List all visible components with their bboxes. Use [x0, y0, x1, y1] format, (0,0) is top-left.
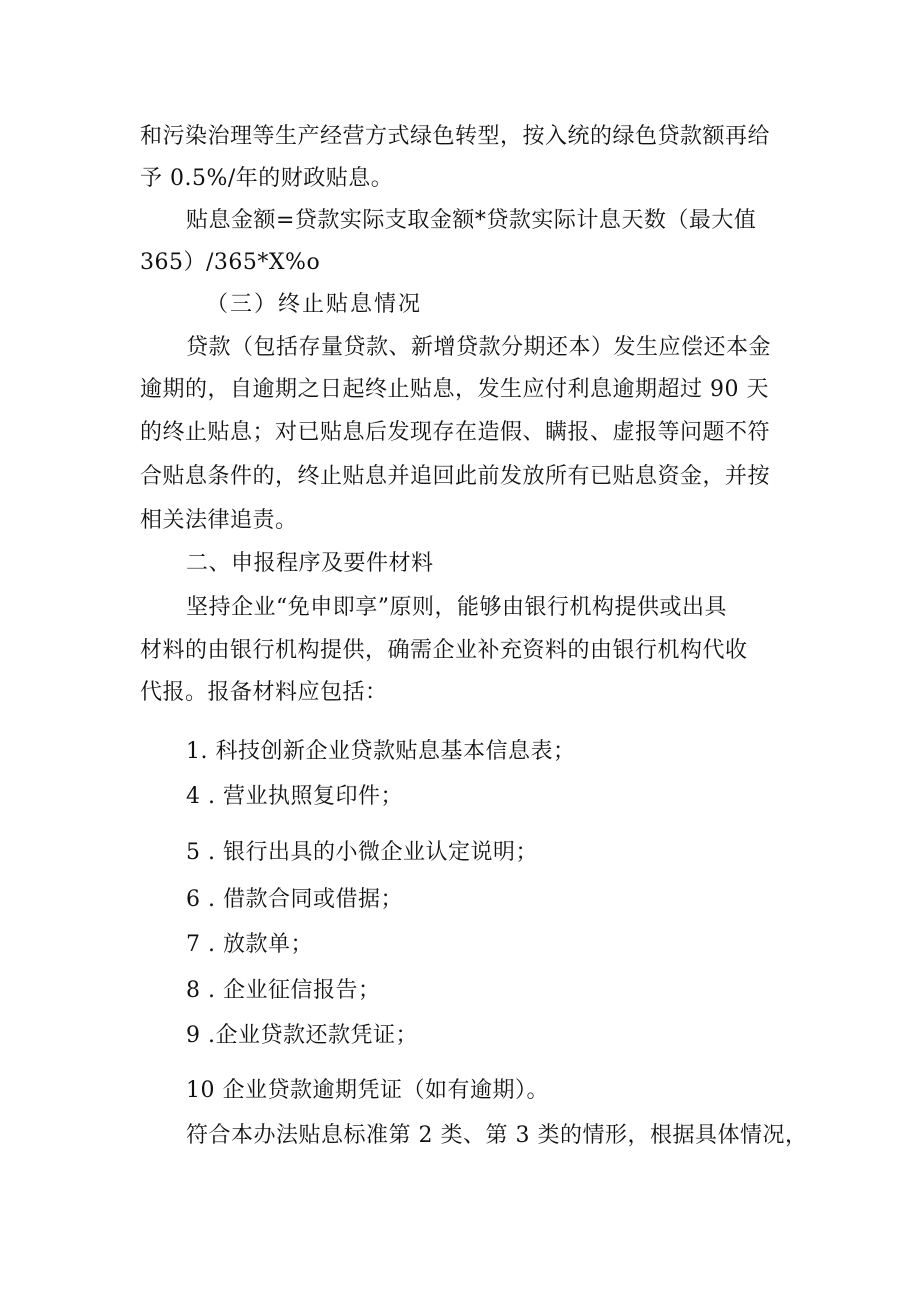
paragraph-line: 逾期的，自逾期之日起终止贴息，发生应付利息逾期超过 90 天: [140, 377, 769, 402]
paragraph-line: 合贴息条件的，终止贴息并追回此前发放所有已贴息资金，并按: [140, 464, 771, 489]
list-item: 7 . 放款单；: [186, 932, 313, 957]
paragraph-line: 代报。报备材料应包括：: [140, 680, 388, 705]
list-item: 10 企业贷款逾期凭证（如有逾期）。: [186, 1078, 549, 1103]
list-item: 9 .企业贷款还款凭证；: [186, 1023, 418, 1048]
paragraph-line: 和污染治理等生产经营方式绿色转型，按入统的绿色贷款额再给: [140, 124, 771, 149]
list-item: 8 . 企业征信报告；: [186, 978, 381, 1003]
paragraph-line: 贷款（包括存量贷款、新增贷款分期还本）发生应偿还本金: [186, 335, 772, 360]
formula-line: 贴息金额=贷款实际支取金额*贷款实际计息天数（最大值: [186, 208, 757, 233]
section-heading: 二、申报程序及要件材料: [186, 551, 434, 576]
list-item: 6 . 借款合同或借据；: [186, 887, 403, 912]
list-item: 4 . 营业执照复印件；: [186, 784, 403, 809]
list-item: 5 . 银行出具的小微企业认定说明；: [186, 840, 538, 865]
paragraph-line: 相关法律追责。: [140, 508, 298, 533]
formula-line: 365）/365*X%o: [140, 250, 321, 275]
paragraph-line: 的终止贴息；对已贴息后发现存在造假、瞒报、虚报等问题不符: [140, 420, 771, 445]
paragraph-line: 予 0.5%/年的财政贴息。: [140, 166, 394, 191]
section-heading: （三）终止贴息情况: [206, 292, 423, 317]
paragraph-line: 坚持企业“免申即享”原则，能够由银行机构提供或出具: [186, 595, 727, 620]
list-item: 1. 科技创新企业贷款贴息基本信息表；: [186, 739, 576, 764]
paragraph-line: 符合本办法贴息标准第 2 类、第 3 类的情形，根据具体情况，: [186, 1123, 808, 1148]
paragraph-line: 材料的由银行机构提供，确需企业补充资料的由银行机构代收: [140, 638, 748, 663]
